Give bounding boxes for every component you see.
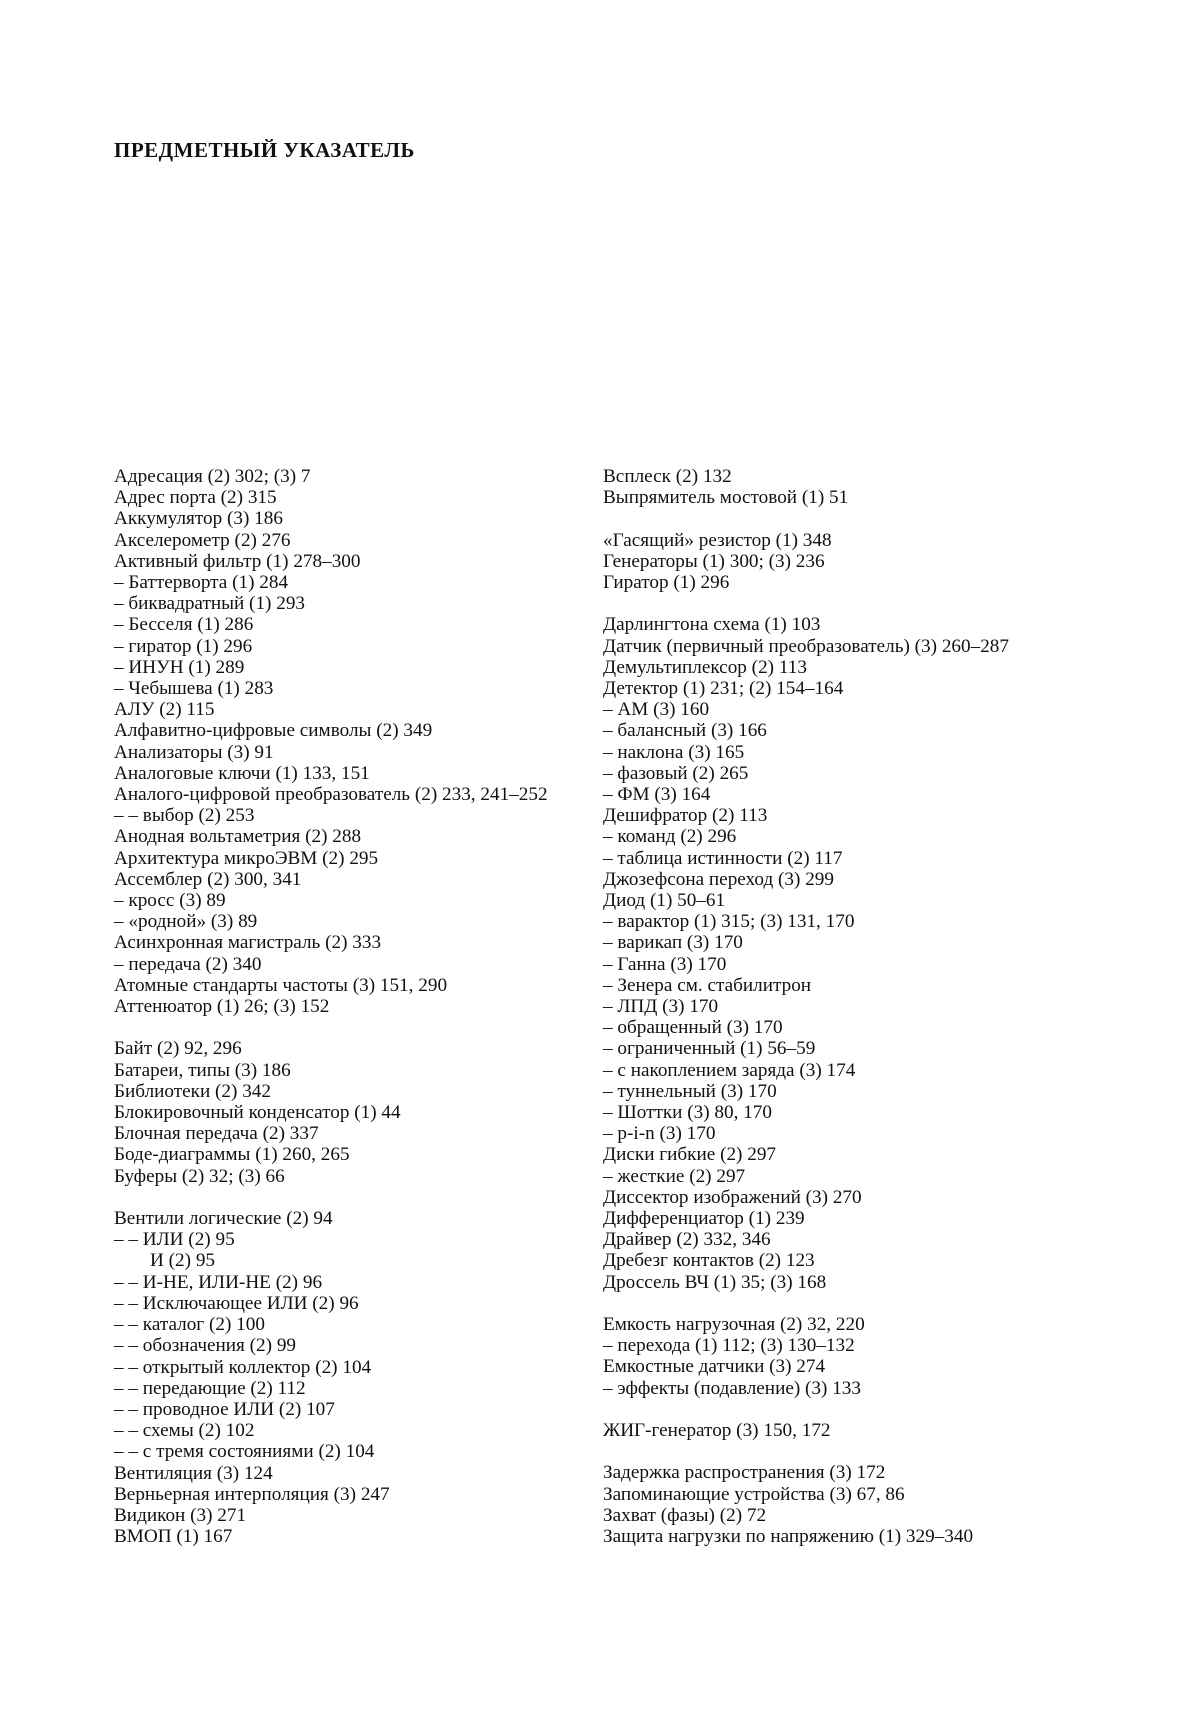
index-entry: – Чебышева (1) 283 [114, 678, 274, 700]
index-entry: Видикон (3) 271 [114, 1504, 247, 1526]
index-entry: Диски гибкие (2) 297 [603, 1144, 777, 1166]
index-entry: – передача (2) 340 [114, 953, 262, 975]
index-entry: ВМОП (1) 167 [114, 1526, 233, 1548]
index-entry: – Зенера см. стабилитрон [603, 974, 812, 996]
index-entry: – фазовый (2) 265 [603, 762, 749, 784]
index-entry: – Шоттки (3) 80, 170 [603, 1102, 772, 1124]
index-entry: Дребезг контактов (2) 123 [603, 1250, 815, 1272]
index-entry: Дифференциатор (1) 239 [603, 1208, 805, 1230]
index-entry: Дарлингтона схема (1) 103 [603, 614, 821, 636]
index-entry: Аналого-цифровой преобразователь (2) 233, 241–252 [114, 784, 548, 806]
index-entry: Асинхронная магистраль (2) 333 [114, 932, 382, 954]
index-entry: Буферы (2) 32; (3) 66 [114, 1165, 285, 1187]
index-entry: Атомные стандарты частоты (3) 151, 290 [114, 974, 448, 996]
index-entry: Алфавитно-цифровые символы (2) 349 [114, 720, 433, 742]
index-entry: – обращенный (3) 170 [603, 1017, 783, 1039]
index-column-left [114, 466, 584, 1547]
group-gap [603, 593, 1073, 614]
index-entry: Диод (1) 50–61 [603, 890, 726, 912]
index-entry: – p-i-n (3) 170 [603, 1123, 716, 1145]
index-entry: Вентили логические (2) 94 [114, 1208, 333, 1230]
index-entry: – Баттерворта (1) 284 [114, 572, 289, 594]
index-entry: Захват (фазы) (2) 72 [603, 1504, 767, 1526]
index-entry: – кросс (3) 89 [114, 890, 226, 912]
index-entry: – биквадратный (1) 293 [114, 593, 306, 615]
index-entry: – – обозначения (2) 99 [114, 1335, 297, 1357]
index-entry: – туннельный (3) 170 [603, 1080, 777, 1102]
index-entry: – таблица истинности (2) 117 [603, 847, 843, 869]
index-entry: – ФМ (3) 164 [603, 784, 711, 806]
index-entry: – варикап (3) 170 [603, 932, 743, 954]
index-entry: – с накоплением заряда (3) 174 [603, 1059, 856, 1081]
index-entry: Дешифратор (2) 113 [603, 805, 768, 827]
index-entry: Анодная вольтаметрия (2) 288 [114, 826, 362, 848]
index-entry: Демультиплексор (2) 113 [603, 656, 807, 678]
index-entry: Блочная передача (2) 337 [114, 1123, 319, 1145]
index-entry: Выпрямитель мостовой (1) 51 [603, 487, 849, 509]
index-entry: – гиратор (1) 296 [114, 635, 253, 657]
index-entry: – варактор (1) 315; (3) 131, 170 [603, 911, 855, 933]
group-gap [114, 1017, 584, 1038]
index-entry: – – открытый коллектор (2) 104 [114, 1356, 372, 1378]
index-entry: Адресация (2) 302; (3) 7 [114, 466, 311, 487]
index-entry: Аттенюатор (1) 26; (3) 152 [114, 996, 330, 1018]
group-gap [603, 1293, 1073, 1314]
page-title: ПРЕДМЕТНЫЙ УКАЗАТЕЛЬ [114, 138, 415, 162]
index-entry: – – выбор (2) 253 [114, 805, 255, 827]
index-entry: Запоминающие устройства (3) 67, 86 [603, 1483, 905, 1505]
index-entry: Аналоговые ключи (1) 133, 151 [114, 762, 370, 784]
index-entry: Всплеск (2) 132 [603, 466, 732, 487]
index-entry: Анализаторы (3) 91 [114, 741, 274, 763]
index-entry: Джозефсона переход (3) 299 [603, 868, 834, 890]
group-gap [114, 1187, 584, 1208]
index-column-right [603, 466, 1073, 1547]
index-entry: Датчик (первичный преобразователь) (3) 260–287 [603, 635, 1009, 657]
index-entry: – Ганна (3) 170 [603, 953, 727, 975]
index-entry: Вентиляция (3) 124 [114, 1462, 273, 1484]
index-entry: Емкость нагрузочная (2) 32, 220 [603, 1314, 865, 1336]
index-entry: – ИНУН (1) 289 [114, 656, 245, 678]
index-entry: Защита нагрузки по напряжению (1) 329–340 [603, 1526, 974, 1548]
index-entry: Ассемблер (2) 300, 341 [114, 868, 302, 890]
index-entry: Блокировочный конденсатор (1) 44 [114, 1102, 401, 1124]
index-entry: Емкостные датчики (3) 274 [603, 1356, 826, 1378]
index-entry: – ограниченный (1) 56–59 [603, 1038, 816, 1060]
index-entry: ЖИГ-генератор (3) 150, 172 [603, 1420, 831, 1442]
index-entry: Акселерометр (2) 276 [114, 529, 291, 551]
index-entry: – – с тремя состояниями (2) 104 [114, 1441, 375, 1463]
index-entry: – – ИЛИ (2) 95 [114, 1229, 235, 1251]
index-entry: Диссектор изображений (3) 270 [603, 1186, 862, 1208]
index-entry: – – схемы (2) 102 [114, 1420, 255, 1442]
index-entry: Драйвер (2) 332, 346 [603, 1229, 771, 1251]
index-entry: Боде-диаграммы (1) 260, 265 [114, 1144, 350, 1166]
index-entry: Дроссель ВЧ (1) 35; (3) 168 [603, 1271, 827, 1293]
index-entry: Библиотеки (2) 342 [114, 1080, 271, 1102]
index-entry: – наклона (3) 165 [603, 741, 745, 763]
index-entry: – «родной» (3) 89 [114, 911, 258, 933]
index-entry: Верньерная интерполяция (3) 247 [114, 1483, 390, 1505]
index-entry: Архитектура микроЭВМ (2) 295 [114, 847, 379, 869]
group-gap [603, 1399, 1073, 1420]
index-entry: Генераторы (1) 300; (3) 236 [603, 550, 825, 572]
index-entry: – команд (2) 296 [603, 826, 737, 848]
index-entry: – балансный (3) 166 [603, 720, 767, 742]
index-entry: – Бесселя (1) 286 [114, 614, 254, 636]
index-entry: – ЛПД (3) 170 [603, 996, 719, 1018]
index-entry: Адрес порта (2) 315 [114, 487, 277, 509]
index-entry: И (2) 95 [150, 1250, 216, 1272]
index-entry: Батареи, типы (3) 186 [114, 1059, 291, 1081]
group-gap [603, 508, 1073, 529]
index-entry: Активный фильтр (1) 278–300 [114, 550, 361, 572]
index-entry: – – каталог (2) 100 [114, 1314, 265, 1336]
index-entry: Гиратор (1) 296 [603, 572, 730, 593]
group-gap [603, 1441, 1073, 1462]
index-entry: Детектор (1) 231; (2) 154–164 [603, 678, 844, 699]
index-entry: «Гасящий» резистор (1) 348 [603, 529, 832, 551]
index-entry: – – передающие (2) 112 [114, 1377, 306, 1399]
index-entry: АЛУ (2) 115 [114, 699, 215, 721]
index-entry: – эффекты (подавление) (3) 133 [603, 1377, 861, 1399]
index-entry: Задержка распространения (3) 172 [603, 1462, 886, 1484]
index-entry: – АМ (3) 160 [603, 699, 710, 721]
index-entry: Аккумулятор (3) 186 [114, 508, 283, 530]
index-entry: – – проводное ИЛИ (2) 107 [114, 1398, 335, 1420]
index-entry: – жесткие (2) 297 [603, 1165, 746, 1187]
index-entry: – – И-НЕ, ИЛИ-НЕ (2) 96 [114, 1271, 323, 1293]
index-entry: Байт (2) 92, 296 [114, 1038, 242, 1060]
index-entry: – перехода (1) 112; (3) 130–132 [603, 1335, 855, 1357]
index-entry: – – Исключающее ИЛИ (2) 96 [114, 1292, 359, 1314]
